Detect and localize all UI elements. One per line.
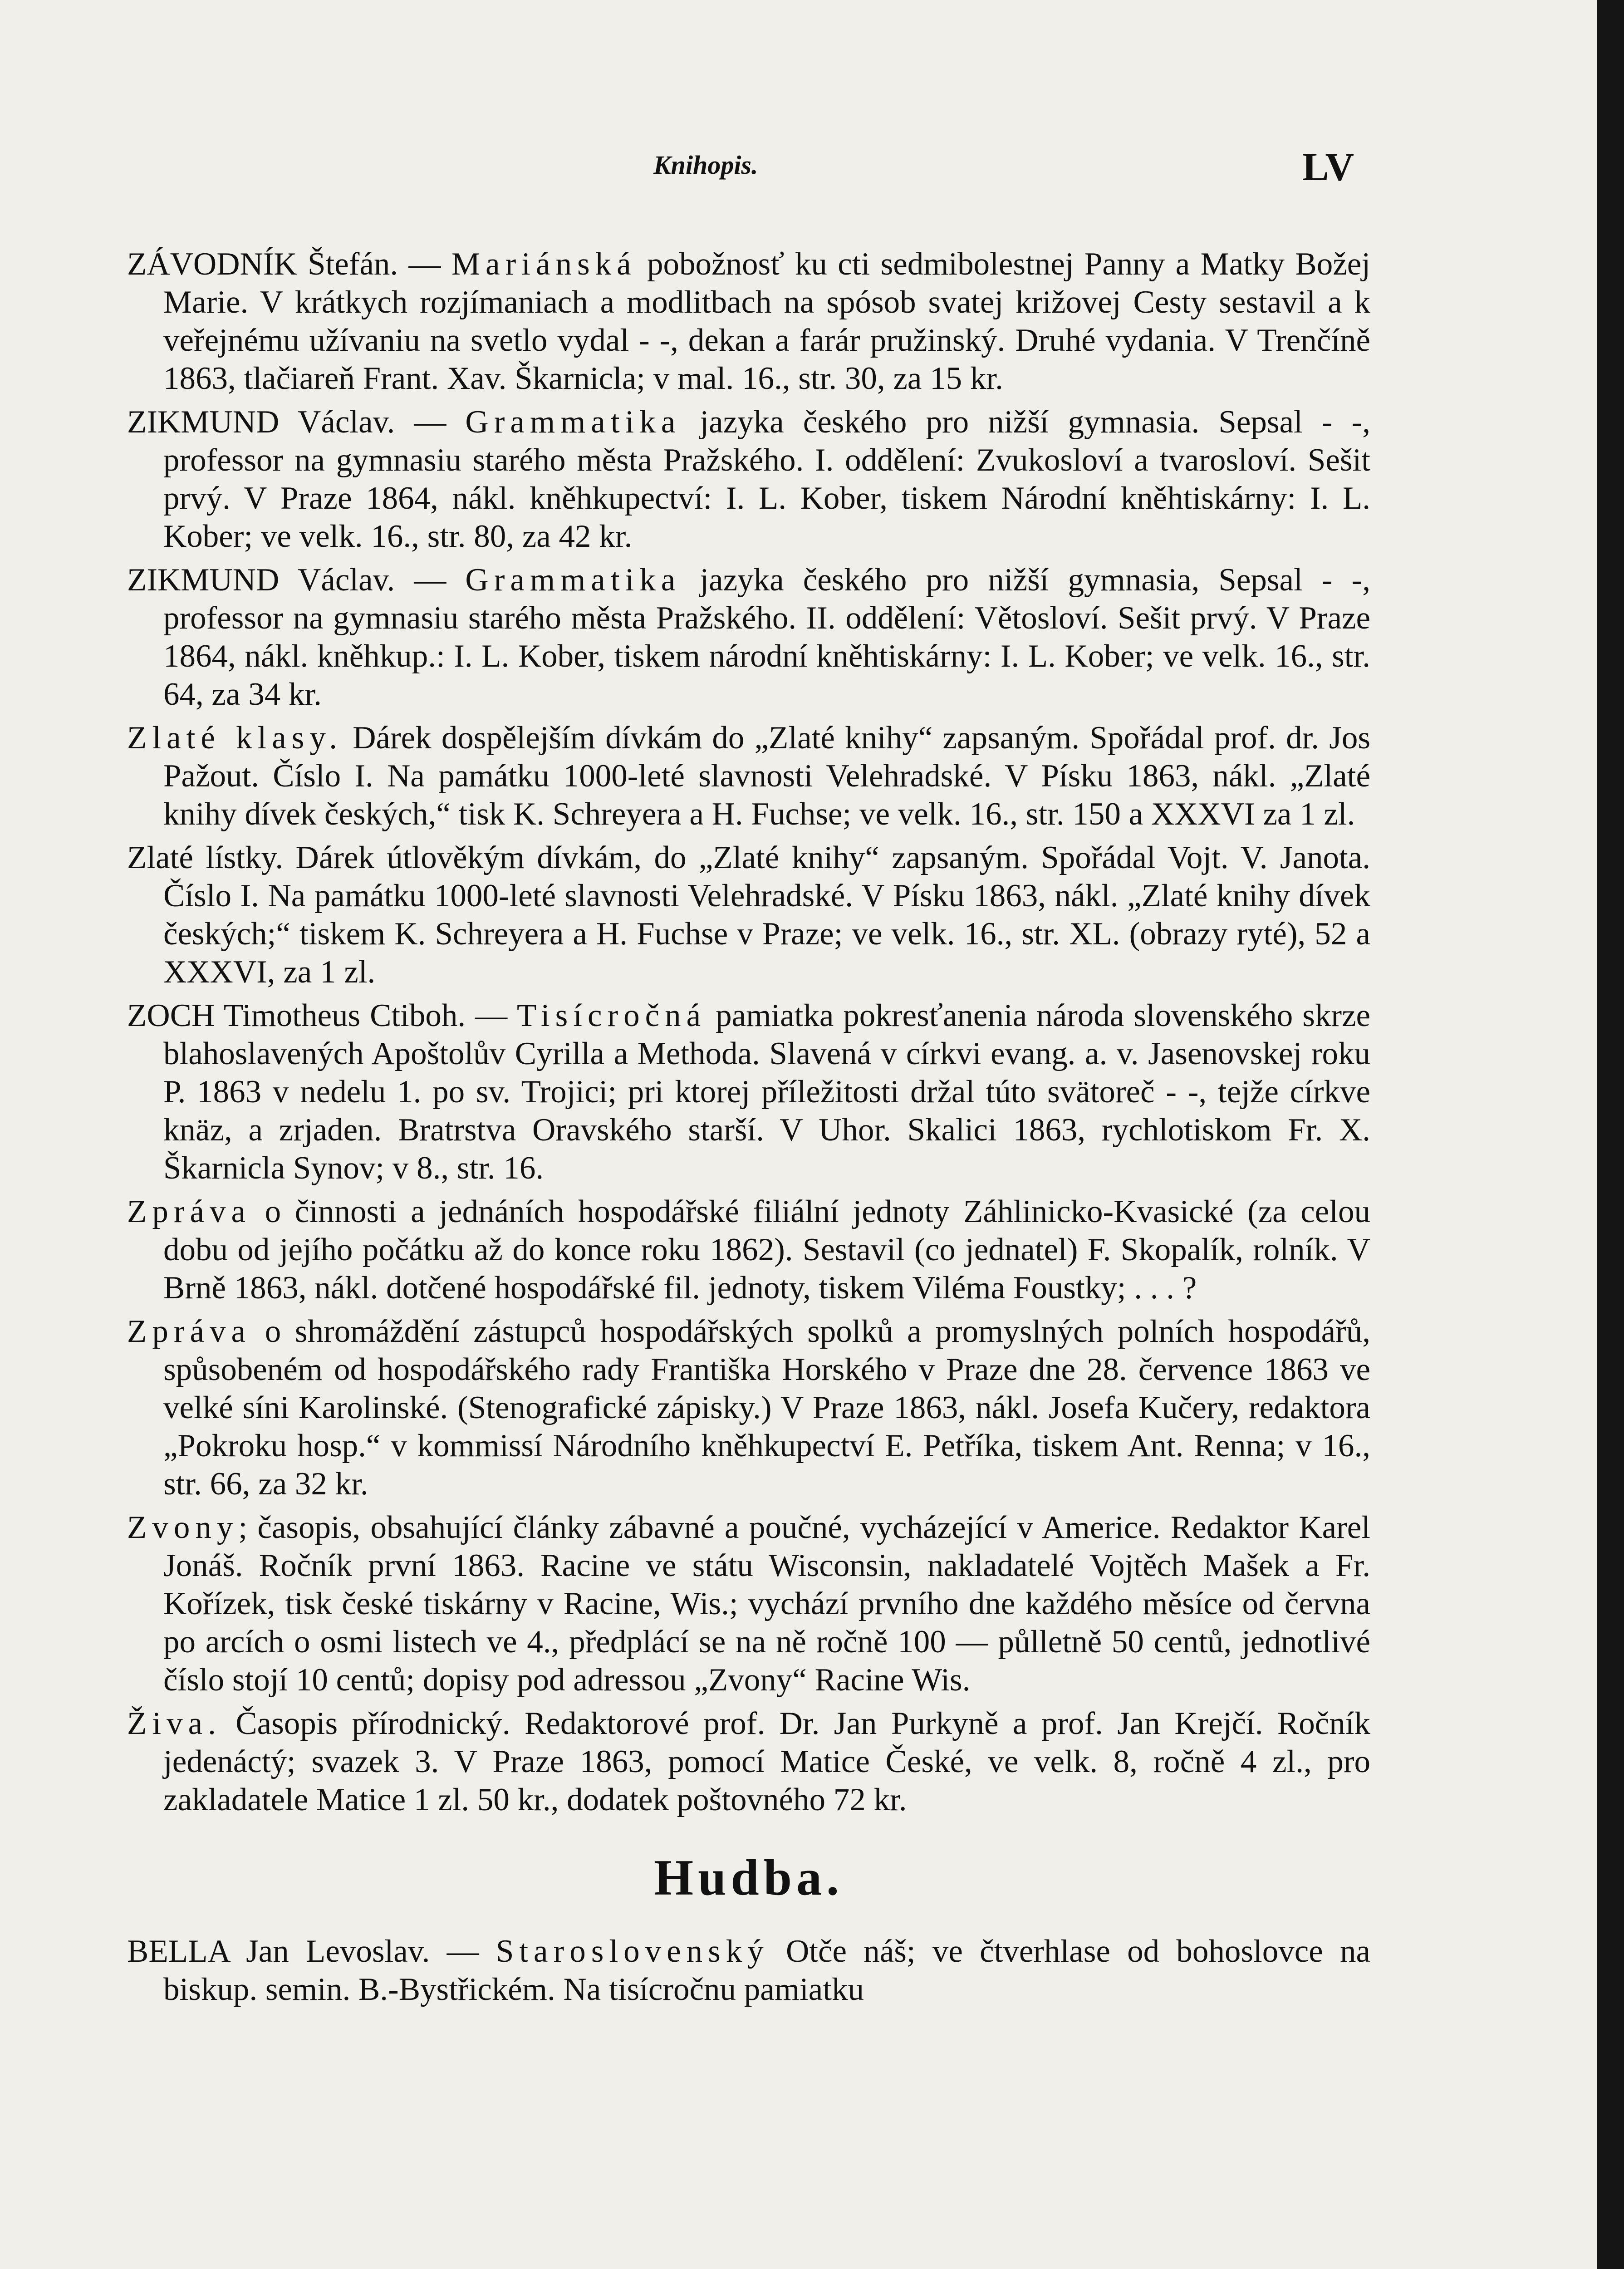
entry-author: BELLA Jan Levoslav. [127, 1934, 430, 1969]
bibliography-entry [127, 1508, 1370, 1699]
entry-details: pobožnosť ku cti sedmibolestnej Panny a Matky Božej Marie. V krátkych rozjímaniach a modlitbach na spósob svatej križovej Cesty sestavil a k veřejnému užívaniu na svetlo vydal - -, dekan a farár pružinský. Druhé vydania. V Trenčíně 1863, tlačiareň Frant. Xav. Škarnicla; v mal. 16., str. 30, za 15 kr. [163, 246, 1370, 396]
entry-title: Zvony [127, 1510, 239, 1545]
bibliography-entry: ZIKMUND Václav. — Grammatika jazyka českého pro nižší gymnasia. Sepsal - -, professor na gymnasiu starého města Pražského. I. oddělení: Zvukosloví a tvarosloví. Sešit prvý. V Praze 1864, nákl. kněhkupectví: I. L. Kober, tiskem Národní kněhtiskárny: I. L. Kober; ve velk. 16., str. 80, za 42 kr. [127, 404, 1370, 554]
entry-details: jazyka českého pro nižší gymnasia. Sepsal - -, professor na gymnasiu starého města Pražského. I. oddělení: Zvukosloví a tvarosloví. Sešit prvý. V Praze 1864, nákl. kněhkupectví: I. L. Kober, tiskem Národní kněhtiskárny: I. L. Kober; ve velk. 16., str. 80, za 42 kr. [163, 404, 1370, 554]
entry-author: ZIKMUND Václav. [127, 562, 395, 598]
entry-details: o činnosti a jednáních hospodářské filiální jednoty Záhlinicko-Kvasické (za celou dobu od jejího počátku až do konce roku 1862). Sestavil (co jednatel) F. Skopalík, rolník. V Brně 1863, nákl. dotčené hospodářské fil. jednoty, tiskem Viléma Foustky; . . . ? [163, 1194, 1370, 1306]
entry-title: Zpráva [127, 1194, 251, 1229]
entry-details: jazyka českého pro nižší gymnasia, Sepsal - -, professor na gymnasiu starého města Pražského. II. oddělení: Větosloví. Sešit prvý. V Praze 1864, nákl. kněhkup.: I. L. Kober, tiskem národní kněhtiskárny: I. L. Kober; ve velk. 16., str. 64, za 34 kr. [163, 562, 1370, 712]
bibliography-entry [127, 1312, 1370, 1503]
entry-details: Časopis přírodnický. Redaktorové prof. Dr. Jan Purkyně a prof. Jan Krejčí. Ročník jedenáctý; svazek 3. V Praze 1863, pomocí Matice České, ve velk. 8, ročně 4 zl., pro zakladatele Matice 1 zl. 50 kr., dodatek poštovného 72 kr. [163, 1706, 1370, 1817]
bibliography-entry: ZIKMUND Václav. — Grammatika jazyka českého pro nižší gymnasia, Sepsal - -, professor na gymnasiu starého města Pražského. II. oddělení: Větosloví. Sešit prvý. V Praze 1864, nákl. kněhkup.: I. L. Kober, tiskem národní kněhtiskárny: I. L. Kober; ve velk. 16., str. 64, za 34 kr. [127, 562, 1370, 712]
entry-title: Tisícročná [517, 998, 707, 1033]
entry-author: ZÁVODNÍK Štefán. [127, 246, 398, 282]
entry-details: ; časopis, obsahující články zábavné a poučné, vycházející v Americe. Redaktor Karel Jonáš. Ročník první 1863. Racine ve státu Wisconsin, nakladatelé Vojtěch Mašek a Fr. Kořízek, tisk české tiskárny v Racine, Wis.; vychází prvního dne každého měsíce od června po arcích o osmi listech ve 4., předplácí se na ně ročně 100 — půlletně 50 centů, jednotlivé číslo stojí 10 centů; dopisy pod adressou „Zvony“ Racine Wis. [163, 1510, 1370, 1698]
entry-details: pamiatka pokresťanenia národa slovenského skrze blahoslavených Apoštolův Cyrilla a Methoda. Slavená v církvi evang. a. v. Jasenovskej roku P. 1863 v nedelu 1. po sv. Trojici; pri ktorej příležitosti držal túto svätoreč - -, tejže církve knäz, a zrjaden. Bratrstva Oravského starší. V Uhor. Skalici 1863, rychlotiskom Fr. X. Škarnicla Synov; v 8., str. 16. [163, 998, 1371, 1186]
entry-title: Mariánská [451, 246, 637, 282]
entry-title: Zpráva [127, 1314, 251, 1349]
bibliography-entry [127, 719, 1370, 833]
bibliography-body [127, 245, 1370, 2009]
bibliography-entry [127, 1704, 1370, 1819]
section-heading: Hudba. [654, 1850, 844, 1906]
entry-title: Grammatika [465, 404, 681, 440]
entry-title: Zlaté klasy. [127, 720, 343, 756]
entry-title: Staroslovenský [496, 1934, 769, 1969]
entry-author: ZOCH Timotheus Ctiboh. [127, 998, 466, 1033]
entry-details: Otče náš; ve čtverhlase od bohoslovce na biskup. semin. B.-Bystřickém. Na tisícročnu pamiatku [163, 1934, 1371, 2007]
entry-author: ZIKMUND Václav. [127, 404, 395, 440]
page-edge [1597, 0, 1624, 2269]
page-number: LV [1302, 145, 1354, 189]
bibliography-entry: BELLA Jan Levoslav. — Staroslovenský Otče náš; ve čtverhlase od bohoslovce na biskup. semin. B.-Bystřickém. Na tisícročnu pamiatku [127, 1934, 1371, 2007]
bibliography-entry: ZÁVODNÍK Štefán. — Mariánská pobožnosť ku cti sedmibolestnej Panny a Matky Božej Marie. V krátkych rozjímaniach a modlitbach na spósob svatej križovej Cesty sestavil a k veřejnému užívaniu na svetlo vydal - -, dekan a farár pružinský. Druhé vydania. V Trenčíně 1863, tlačiareň Frant. Xav. Škarnicla; v mal. 16., str. 30, za 15 kr. [127, 246, 1370, 396]
bibliography-entry [127, 839, 1370, 991]
entry-title: Živa. [127, 1706, 221, 1741]
entry-details: Dárek dospělejším dívkám do „Zlaté knihy“ zapsaným. Spořádal prof. dr. Jos Pažout. Číslo I. Na památku 1000-leté slavnosti Velehradské. V Písku 1863, nákl. „Zlaté knihy dívek českých,“ tisk K. Schreyera a H. Fuchse; ve velk. 16., str. 150 a XXXVI za 1 zl. [163, 720, 1370, 832]
entry-title: Zlaté lístky. [127, 840, 284, 875]
running-head: Knihopis. [653, 150, 758, 180]
bibliography-entry: ZOCH Timotheus Ctiboh. — Tisícročná pamiatka pokresťanenia národa slovenského skrze blahoslavených Apoštolův Cyrilla a Methoda. Slavená v církvi evang. a. v. Jasenovskej roku P. 1863 v nedelu 1. po sv. Trojici; pri ktorej příležitosti držal túto svätoreč - -, tejže církve knäz, a zrjaden. Bratrstva Oravského starší. V Uhor. Skalici 1863, rychlotiskom Fr. X. Škarnicla Synov; v 8., str. 16. [127, 998, 1371, 1186]
entry-details: Dárek útlověkým dívkám, do „Zlaté knihy“ zapsaným. Spořádal Vojt. V. Janota. Číslo I. Na památku 1000-leté slavnosti Velehradské. V Písku 1863, nákl. „Zlaté knihy dívek českých;“ tiskem K. Schreyera a H. Fuchse v Praze; ve velk. 16., str. XL. (obrazy ryté), 52 a XXXVI, za 1 zl. [163, 840, 1370, 990]
entry-title: Grammatika [465, 562, 681, 598]
entry-details: o shromáždění zástupců hospodářských spolků a promyslných polních hospodářů, spůsobeném od hospodářského rady Františka Horského v Praze dne 28. července 1863 ve velké síni Karolinské. (Stenografické zápisky.) V Praze 1863, nákl. Josefa Kučery, redaktora „Pokroku hosp.“ v kommissí Národního kněhkupectví E. Petříka, tiskem Ant. Renna; v 16., str. 66, za 32 kr. [163, 1314, 1370, 1502]
bibliography-entry [127, 1193, 1370, 1307]
